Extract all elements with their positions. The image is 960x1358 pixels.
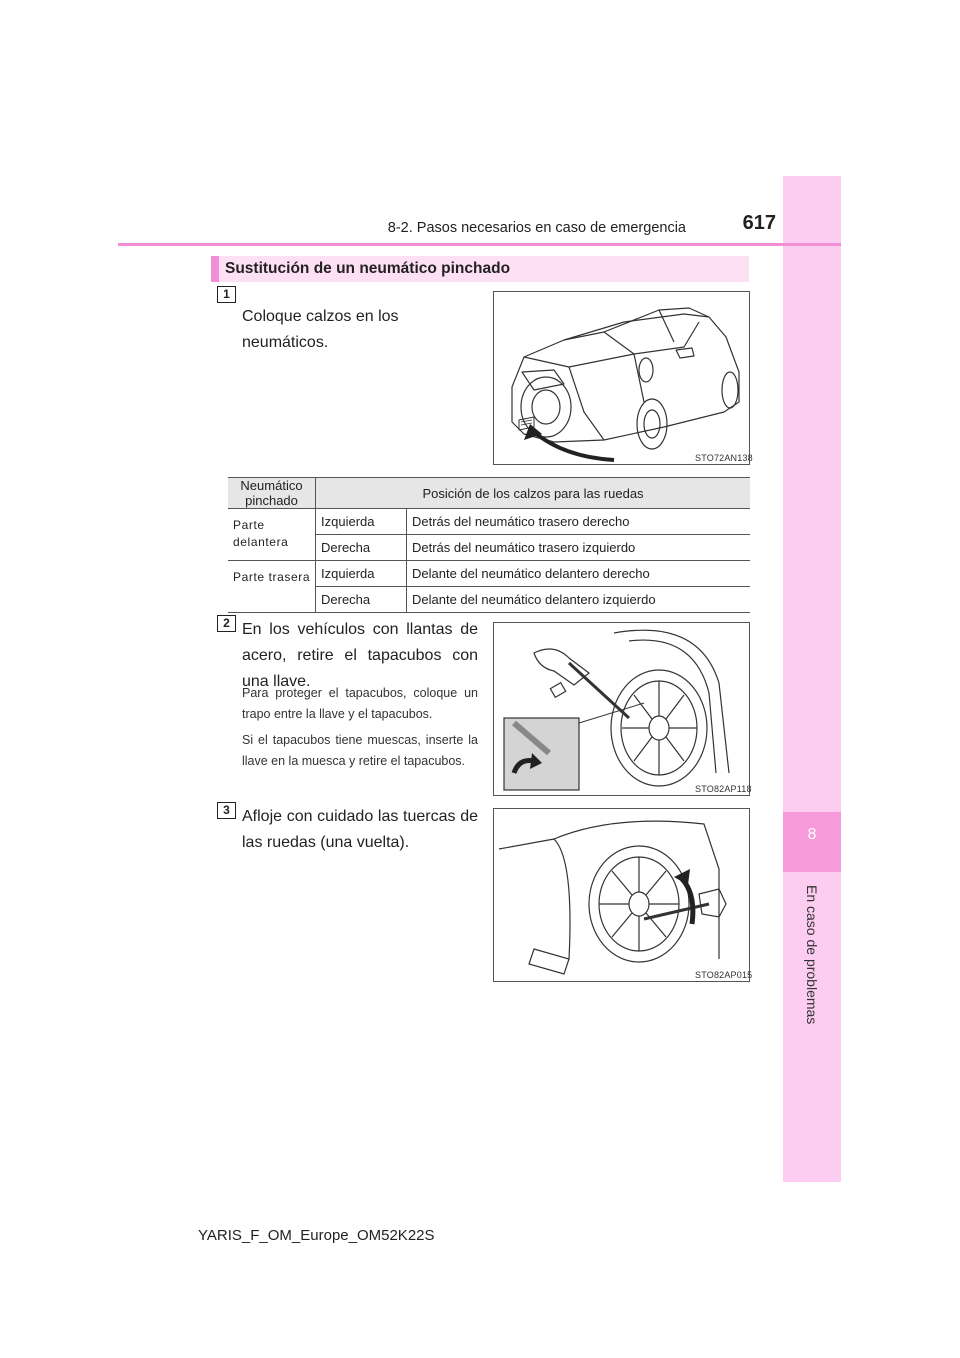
step-3-text: Afloje con cuidado las tuercas de las ruedas (una vuelta). <box>242 808 478 851</box>
step-2-note: Si el tapacubos tiene muescas, inserte la llave en la muesca y retire el tapacubos. <box>242 733 478 768</box>
table-cell: Izquierda <box>316 509 407 535</box>
header-rule <box>118 243 841 246</box>
chapter-title: En caso de problemas <box>804 885 820 1025</box>
step-3-illustration <box>493 808 753 982</box>
table-row <box>228 509 750 535</box>
table-cell: Detrás del neumático trasero derecho <box>407 509 751 535</box>
step-2-note: Para proteger el tapacubos, coloque un trapo entre la llave y el tapacubos. <box>242 686 478 721</box>
table-row <box>228 561 750 587</box>
section-title: Sustitución de un neumático pinchado <box>225 260 511 277</box>
image-code: STO82AP118 <box>695 784 752 794</box>
table-cell: Derecha <box>316 587 407 613</box>
step-number-badge: 1 <box>217 286 236 303</box>
step-2-text: En los vehículos con llantas de acero, retire el tapacubos con una llave. <box>242 621 478 690</box>
image-code: STO72AN138 <box>695 453 753 463</box>
step-number-badge: 3 <box>217 802 236 819</box>
document-code: YARIS_F_OM_Europe_OM52K22S <box>198 1227 435 1244</box>
page-number: 617 <box>742 212 776 234</box>
hubcap-removal-icon <box>494 623 749 795</box>
table-header-cell: Posición de los calzos para las ruedas <box>316 478 751 509</box>
table-group-label: Parte trasera <box>228 561 316 613</box>
table-cell: Izquierda <box>316 561 407 587</box>
table-cell: Detrás del neumático trasero izquierdo <box>407 535 751 561</box>
section-path: 8-2. Pasos necesarios en caso de emergencia <box>387 220 686 236</box>
table-cell: Delante del neumático delantero derecho <box>407 561 751 587</box>
chapter-number: 8 <box>807 826 817 843</box>
car-wheel-chocks-icon <box>494 292 749 464</box>
image-code: STO82AP015 <box>695 970 753 980</box>
step-number-badge: 2 <box>217 615 236 632</box>
step-2-illustration <box>493 622 750 796</box>
table-cell: Delante del neumático delantero izquierdo <box>407 587 751 613</box>
step-1-text: Coloque calzos en los neumáticos. <box>242 308 399 351</box>
step-1-illustration <box>493 291 753 465</box>
table-header-row <box>228 478 750 509</box>
wheel-chocks-table <box>228 477 750 613</box>
table-header-cell: Neumático pinchado <box>228 478 316 509</box>
table-group-label: Parte delantera <box>228 509 316 561</box>
table-cell: Derecha <box>316 535 407 561</box>
loosen-wheel-nuts-icon <box>494 809 749 981</box>
